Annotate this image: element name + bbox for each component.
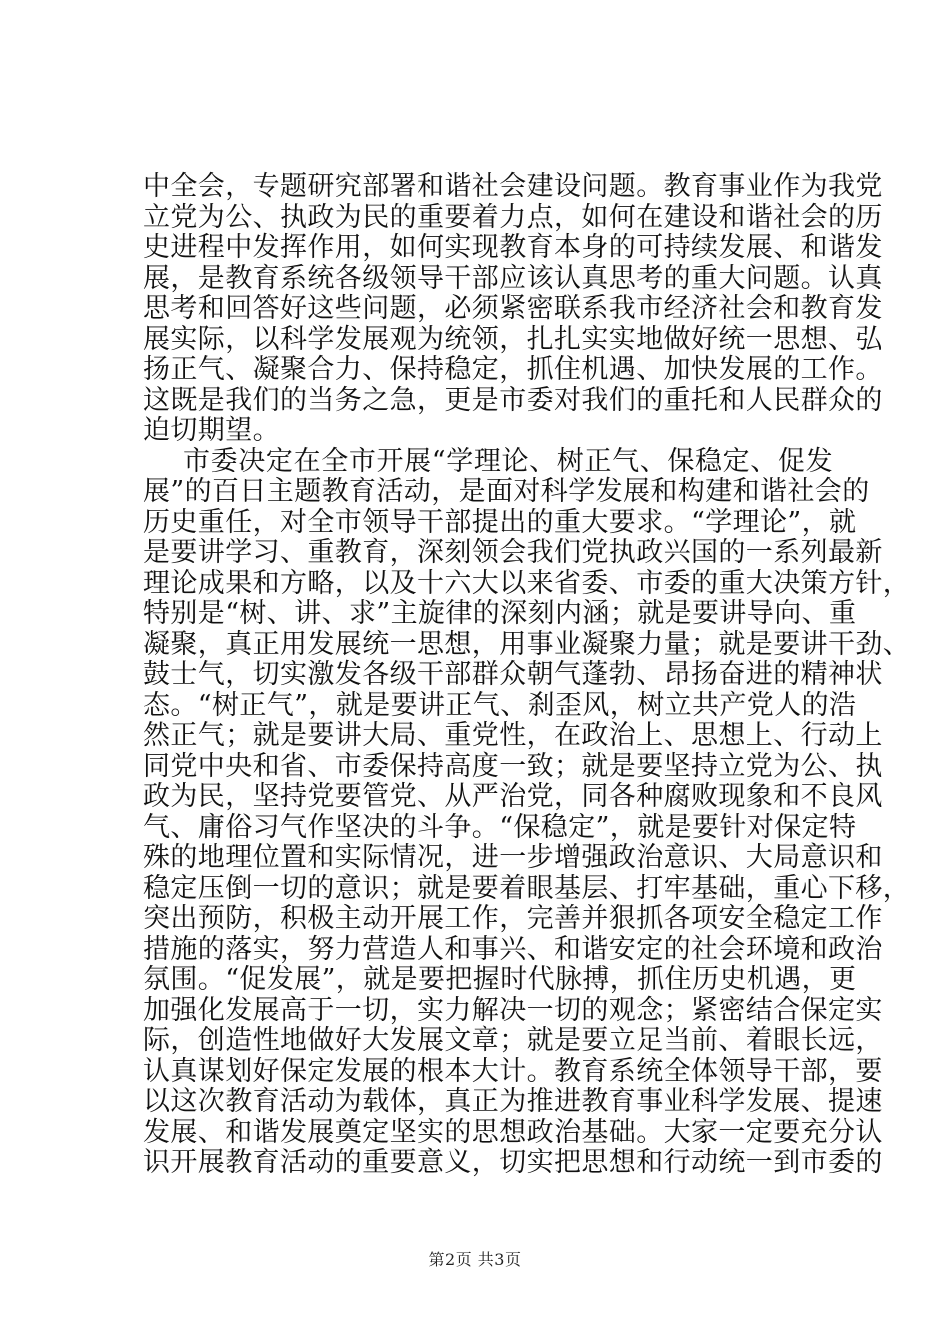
text-line: 这既是我们的当务之急，更是市委对我们的重托和人民群众的 bbox=[143, 384, 883, 416]
text-line: 同党中央和省、市委保持高度一致；就是要坚持立党为公、执 bbox=[143, 750, 883, 782]
text-line: 以这次教育活动为载体，真正为推进教育事业科学发展、提速 bbox=[143, 1086, 883, 1117]
text-line: 是要讲学习、重教育，深刻领会我们党执政兴国的一系列最新 bbox=[143, 537, 883, 568]
text-line: 市委决定在全市开展“学理论、树正气、保稳定、促发 bbox=[183, 445, 833, 477]
text-line: 政为民，坚持党要管党、从严治党，同各种腐败现象和不良风 bbox=[143, 781, 883, 812]
text-line: 历史重任，对全市领导干部提出的重大要求。“学理论”，就 bbox=[143, 506, 857, 538]
text-line: 理论成果和方略，以及十六大以来省委、市委的重大决策方针， bbox=[143, 567, 911, 599]
text-line: 稳定压倒一切的意识；就是要着眼基层、打牢基础，重心下移， bbox=[143, 872, 911, 904]
text-line: 史进程中发挥作用，如何实现教育本身的可持续发展、和谐发 bbox=[143, 232, 883, 263]
text-line: 认真谋划好保定发展的根本大计。教育系统全体领导干部，要 bbox=[143, 1055, 883, 1087]
text-line: 然正气；就是要讲大局、重党性，在政治上、思想上、行动上 bbox=[143, 720, 883, 751]
text-line: 思考和回答好这些问题，必须紧密联系我市经济社会和教育发 bbox=[143, 293, 883, 324]
text-line: 识开展教育活动的重要意义，切实把思想和行动统一到市委的 bbox=[143, 1147, 883, 1178]
text-line: 态。“树正气”，就是要讲正气、刹歪风，树立共产党人的浩 bbox=[143, 689, 857, 721]
text-line: 扬正气、凝聚合力、保持稳定，抓住机遇、加快发展的工作。 bbox=[143, 354, 883, 385]
paragraph-1 bbox=[143, 171, 883, 447]
text-line: 迫切期望。 bbox=[143, 415, 280, 446]
text-line: 殊的地理位置和实际情况，进一步增强政治意识、大局意识和 bbox=[143, 842, 883, 873]
page-number: 第2页 共3页 bbox=[428, 1250, 522, 1269]
text-line: 立党为公、执政为民的重要着力点，如何在建设和谐社会的历 bbox=[143, 201, 883, 233]
text-line: 突出预防，积极主动开展工作，完善并狠抓各项安全稳定工作 bbox=[143, 903, 883, 934]
text-line: 氛围。“促发展”，就是要把握时代脉搏，抓住历史机遇，更 bbox=[143, 964, 857, 995]
paragraph-2 bbox=[143, 445, 911, 1179]
text-line: 措施的落实，努力营造人和事兴、和谐安定的社会环境和政治 bbox=[143, 933, 883, 965]
text-line: 际，创造性地做好大发展文章；就是要立足当前、着眼长远， bbox=[143, 1025, 883, 1056]
text-line: 气、庸俗习气作坚决的斗争。“保稳定”，就是要针对保定特 bbox=[143, 811, 857, 843]
text-line: 鼓士气，切实激发各级干部群众朝气蓬勃、昂扬奋进的精神状 bbox=[143, 659, 883, 690]
text-line: 展，是教育系统各级领导干部应该认真思考的重大问题。认真 bbox=[143, 262, 883, 294]
text-line: 展实际，以科学发展观为统领，扎扎实实地做好统一思想、弘 bbox=[143, 323, 883, 355]
text-line: 中全会，专题研究部署和谐社会建设问题。教育事业作为我党 bbox=[143, 171, 883, 202]
document-body bbox=[143, 171, 911, 1179]
text-line: 凝聚，真正用发展统一思想，用事业凝聚力量；就是要讲干劲、 bbox=[143, 628, 911, 660]
text-line: 展”的百日主题教育活动，是面对科学发展和构建和谐社会的 bbox=[143, 476, 870, 507]
text-line: 发展、和谐发展奠定坚实的思想政治基础。大家一定要充分认 bbox=[143, 1116, 883, 1148]
text-line: 加强化发展高于一切，实力解决一切的观念；紧密结合保定实 bbox=[143, 994, 883, 1026]
text-line: 特别是“树、讲、求”主旋律的深刻内涵；就是要讲导向、重 bbox=[143, 598, 857, 629]
